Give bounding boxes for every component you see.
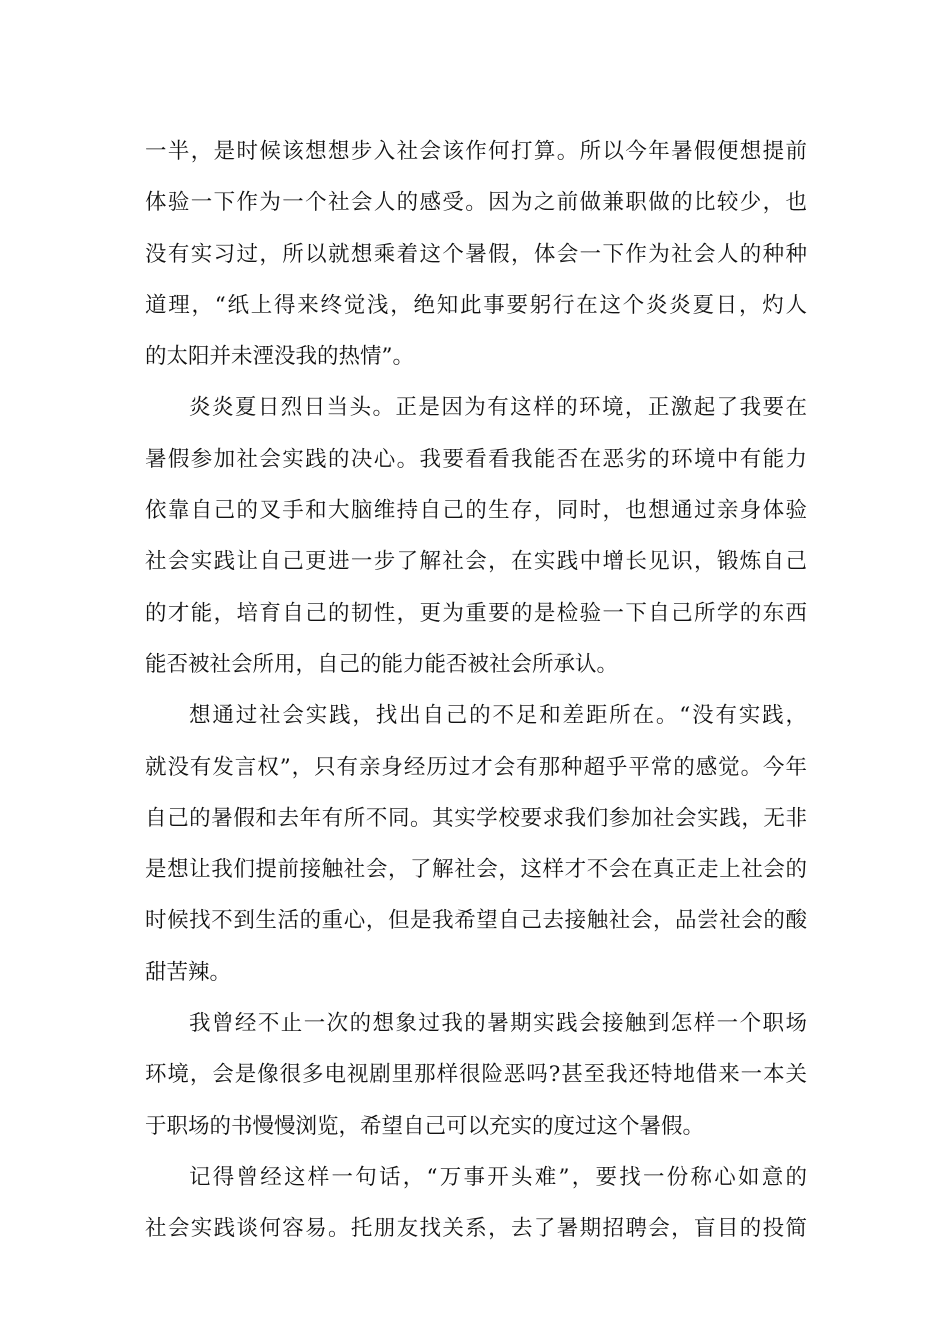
text-line: 社会实践让自己更进一步了解社会，在实践中增长见识，锻炼自己 <box>145 549 807 575</box>
text-line: 暑假参加社会实践的决心。我要看看我能否在恶劣的环境中有能力 <box>145 446 807 472</box>
text-line: 环境，会是像很多电视剧里那样很险恶吗?甚至我还特地借来一本关 <box>145 1062 807 1088</box>
text-line: 依靠自己的叉手和大脑维持自己的生存，同时，也想通过亲身体验 <box>145 498 807 524</box>
paragraph-4 <box>145 998 807 1152</box>
text-line: 社会实践谈何容易。托朋友找关系，去了暑期招聘会，盲目的投简 <box>145 1216 807 1242</box>
text-line: 就没有发言权”，只有亲身经历过才会有那种超乎平常的感觉。今年 <box>145 754 807 780</box>
paragraph-2 <box>145 382 807 690</box>
paragraph-3 <box>145 690 807 998</box>
text-line: 一半，是时候该想想步入社会该作何打算。所以今年暑假便想提前 <box>145 139 807 164</box>
text-line: 甜苦辣。 <box>145 959 232 985</box>
text-line: 炎炎夏日烈日当头。正是因为有这样的环境，正激起了我要在 <box>189 395 807 421</box>
text-line: 我曾经不止一次的想象过我的暑期实践会接触到怎样一个职场 <box>189 1011 807 1037</box>
text-line: 没有实习过，所以就想乘着这个暑假，体会一下作为社会人的种种 <box>145 241 807 267</box>
text-line: 是想让我们提前接触社会，了解社会，这样才不会在真正走上社会的 <box>145 857 807 883</box>
text-line: 想通过社会实践，找出自己的不足和差距所在。“没有实践， <box>189 703 807 729</box>
text-line: 的才能，培育自己的韧性，更为重要的是检验一下自己所学的东西 <box>145 600 807 626</box>
document-body <box>145 126 807 1255</box>
text-line: 记得曾经这样一句话，“万事开头难”，要找一份称心如意的 <box>189 1164 807 1190</box>
text-line: 自己的暑假和去年有所不同。其实学校要求我们参加社会实践，无非 <box>145 805 807 831</box>
text-line: 的太阳并未湮没我的热情”。 <box>145 344 414 370</box>
text-line: 道理，“纸上得来终觉浅，绝知此事要躬行在这个炎炎夏日，灼人 <box>145 292 807 318</box>
paragraph-5 <box>145 1152 807 1255</box>
paragraph-1 <box>145 126 807 382</box>
text-line: 体验一下作为一个社会人的感受。因为之前做兼职做的比较少，也 <box>145 190 807 216</box>
text-line: 时候找不到生活的重心，但是我希望自己去接触社会，品尝社会的酸 <box>145 908 807 934</box>
text-line: 于职场的书慢慢浏览，希望自己可以充实的度过这个暑假。 <box>145 1113 705 1139</box>
text-line: 能否被社会所用，自己的能力能否被社会所承认。 <box>145 651 619 677</box>
